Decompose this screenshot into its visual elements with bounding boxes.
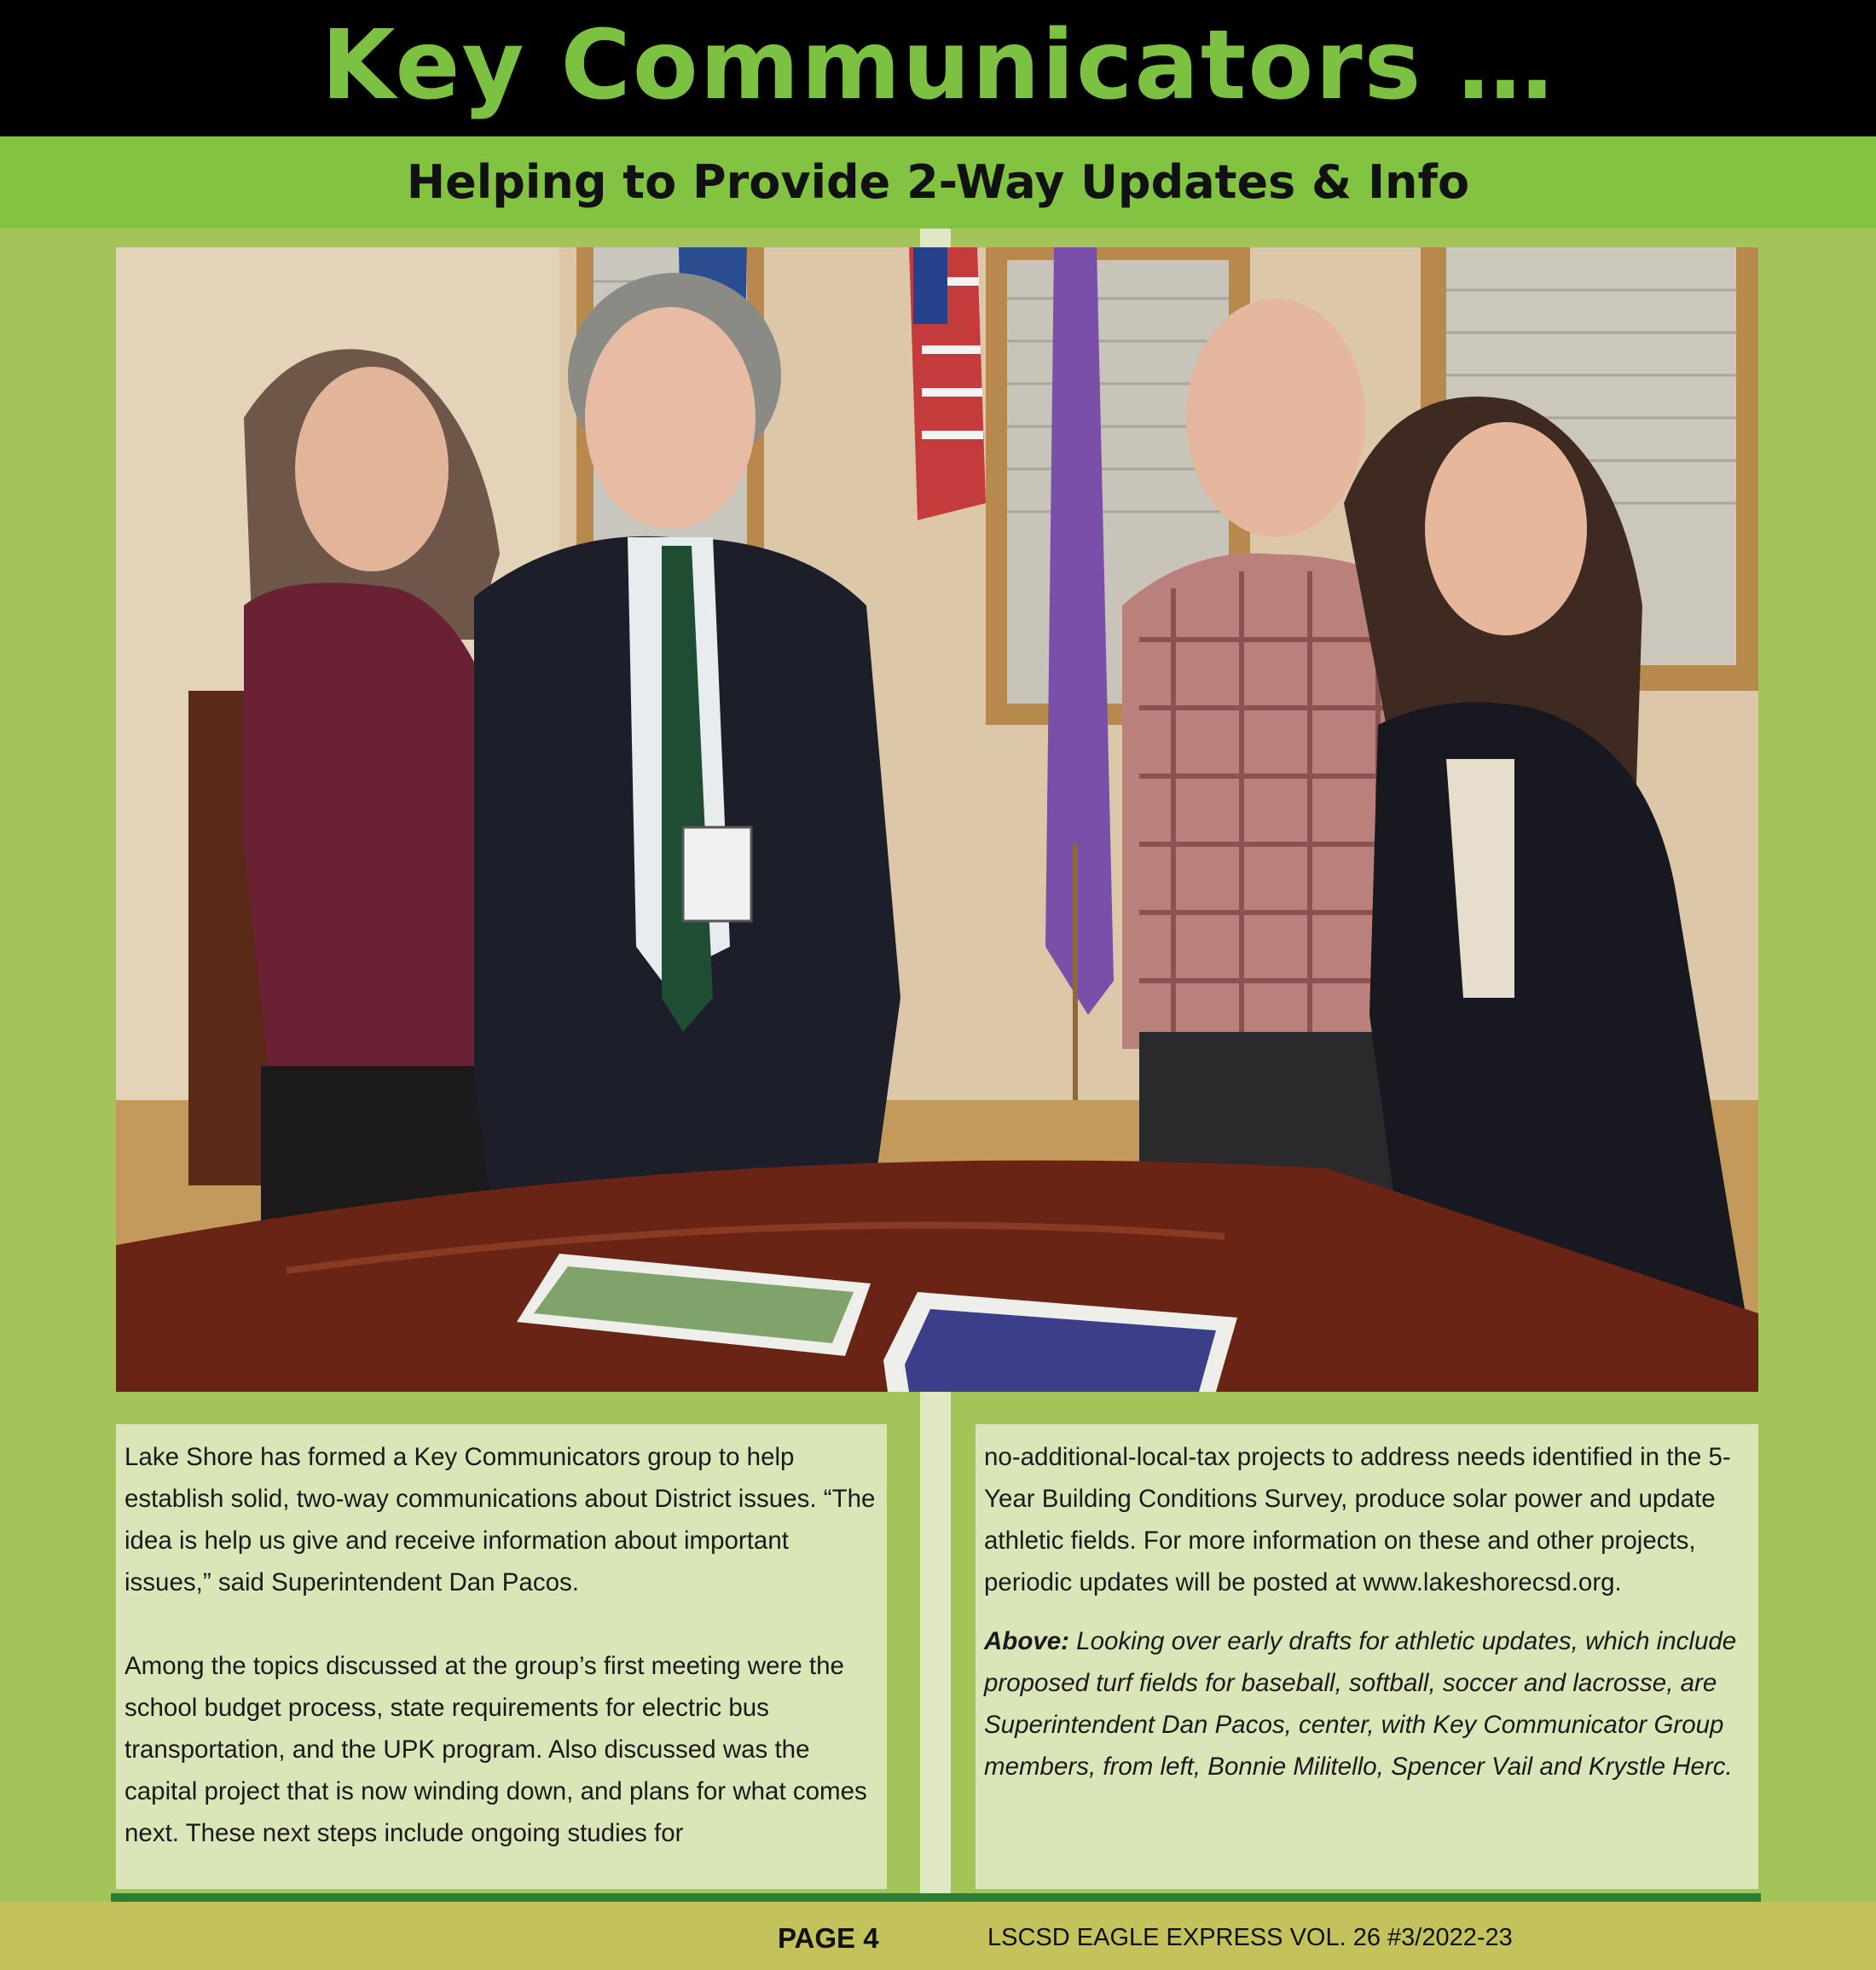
article-right-column — [976, 1424, 1758, 1889]
footer-bar — [0, 1902, 1876, 1970]
article-paragraph-3: no-additional-local-tax projects to address needs identified in the 5-Year Building Conditions Survey, produce solar power and update athletic fields. For more information on these and other projects, periodic updates will be posted at www.lakeshorecsd.org. — [984, 1443, 1731, 1596]
header-bar — [0, 0, 1876, 136]
page-title: Key Communicators … — [321, 10, 1555, 121]
caption-lead: Above: — [984, 1627, 1069, 1655]
article-paragraph-2: Among the topics discussed at the group’s first meeting were the school budget process, state requirements for electric bus transportation, and the UPK program. Also discussed was the capital project that is now winding down, and plans for what comes next. These next steps include ongoing studies for — [124, 1652, 867, 1847]
caption-text: Looking over early drafts for athletic updates, which include proposed turf fields for baseball, softball, soccer and lacrosse, are Superintendent Dan Pacos, center, with Key Communicator Group members, from left, Bonnie Militello, Spencer Vail and Krystle Herc. — [984, 1627, 1737, 1781]
page-subtitle: Helping to Provide 2-Way Updates & Info — [406, 155, 1470, 209]
article-paragraph-1: Lake Shore has formed a Key Communicators group to help establish solid, two-way communications about District issues. “The idea is help us give and receive information about important issues,” said Superintendent Dan Pacos. — [124, 1443, 876, 1596]
article-left-column — [116, 1424, 887, 1889]
meeting-photo — [116, 247, 1758, 1392]
publication-info: LSCSD EAGLE EXPRESS VOL. 26 #3/2022-23 — [987, 1924, 1513, 1951]
bottom-rule — [111, 1893, 1761, 1902]
photo-caption — [984, 1620, 1750, 1787]
subheader-bar — [0, 136, 1876, 229]
page-number: PAGE 4 — [778, 1922, 879, 1954]
